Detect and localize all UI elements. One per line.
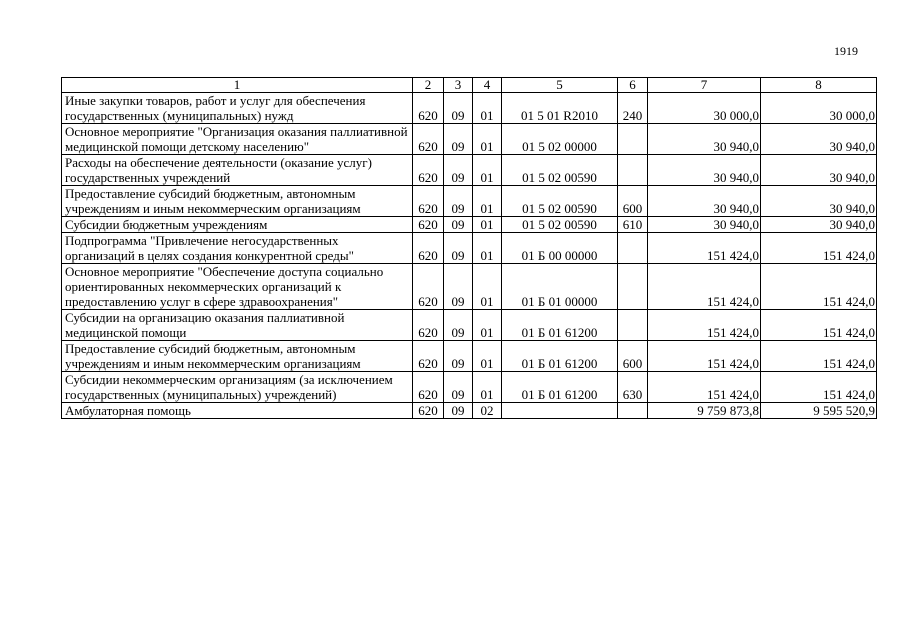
row-name-cell: Основное мероприятие "Организация оказания паллиативной медицинской помощи детскому населению"	[62, 124, 413, 155]
header-cell: 4	[473, 78, 502, 93]
header-cell: 3	[444, 78, 473, 93]
amount-1-cell: 151 424,0	[648, 310, 761, 341]
ved-cell: 620	[413, 93, 444, 124]
amount-1-cell: 9 759 873,8	[648, 403, 761, 419]
expense-type-cell	[618, 124, 648, 155]
ved-cell: 620	[413, 341, 444, 372]
section-cell: 09	[444, 186, 473, 217]
ved-cell: 620	[413, 233, 444, 264]
header-cell: 1	[62, 78, 413, 93]
section-cell: 09	[444, 217, 473, 233]
row-name-cell: Субсидии на организацию оказания паллиативной медицинской помощи	[62, 310, 413, 341]
expense-type-cell	[618, 310, 648, 341]
page-number: 1919	[834, 44, 858, 58]
amount-1-cell: 151 424,0	[648, 264, 761, 310]
ved-cell: 620	[413, 186, 444, 217]
expense-type-cell: 600	[618, 341, 648, 372]
table-row	[62, 124, 877, 155]
table-row	[62, 264, 877, 310]
amount-2-cell: 30 940,0	[761, 217, 877, 233]
amount-2-cell: 9 595 520,9	[761, 403, 877, 419]
section-cell: 09	[444, 372, 473, 403]
subsection-cell: 01	[473, 310, 502, 341]
ved-cell: 620	[413, 372, 444, 403]
amount-2-cell: 30 940,0	[761, 155, 877, 186]
expense-type-cell	[618, 264, 648, 310]
amount-2-cell: 30 940,0	[761, 186, 877, 217]
amount-2-cell: 151 424,0	[761, 341, 877, 372]
header-cell: 8	[761, 78, 877, 93]
table-row	[62, 233, 877, 264]
table-row	[62, 186, 877, 217]
amount-1-cell: 151 424,0	[648, 372, 761, 403]
ved-cell: 620	[413, 124, 444, 155]
target-article-cell: 01 Б 00 00000	[502, 233, 618, 264]
row-name-cell: Иные закупки товаров, работ и услуг для обеспечения государственных (муниципальных) нужд	[62, 93, 413, 124]
amount-2-cell: 151 424,0	[761, 233, 877, 264]
amount-2-cell: 30 000,0	[761, 93, 877, 124]
section-cell: 09	[444, 403, 473, 419]
ved-cell: 620	[413, 217, 444, 233]
section-cell: 09	[444, 310, 473, 341]
target-article-cell	[502, 403, 618, 419]
ved-cell: 620	[413, 403, 444, 419]
ved-cell: 620	[413, 155, 444, 186]
target-article-cell: 01 Б 01 61200	[502, 341, 618, 372]
expense-type-cell	[618, 403, 648, 419]
subsection-cell: 01	[473, 93, 502, 124]
target-article-cell: 01 5 02 00000	[502, 124, 618, 155]
amount-1-cell: 30 940,0	[648, 155, 761, 186]
row-name-cell: Расходы на обеспечение деятельности (оказание услуг) государственных учреждений	[62, 155, 413, 186]
target-article-cell: 01 5 01 R2010	[502, 93, 618, 124]
ved-cell: 620	[413, 310, 444, 341]
amount-1-cell: 30 940,0	[648, 186, 761, 217]
amount-1-cell: 30 940,0	[648, 217, 761, 233]
header-cell: 7	[648, 78, 761, 93]
table-row	[62, 217, 877, 233]
target-article-cell: 01 Б 01 61200	[502, 310, 618, 341]
amount-2-cell: 151 424,0	[761, 264, 877, 310]
subsection-cell: 01	[473, 217, 502, 233]
expense-type-cell	[618, 155, 648, 186]
row-name-cell: Субсидии бюджетным учреждениям	[62, 217, 413, 233]
row-name-cell: Предоставление субсидий бюджетным, автономным учреждениям и иным некоммерческим организациям	[62, 341, 413, 372]
ved-cell: 620	[413, 264, 444, 310]
row-name-cell: Основное мероприятие "Обеспечение доступа социально ориентированных некоммерческих организаций к предоставлению услуг в сфере здравоохранения"	[62, 264, 413, 310]
table-row	[62, 403, 877, 419]
subsection-cell: 01	[473, 372, 502, 403]
target-article-cell: 01 Б 01 00000	[502, 264, 618, 310]
row-name-cell: Подпрограмма "Привлечение негосударственных организаций в целях создания конкурентной среды"	[62, 233, 413, 264]
table-row	[62, 372, 877, 403]
row-name-cell: Амбулаторная помощь	[62, 403, 413, 419]
section-cell: 09	[444, 93, 473, 124]
expense-type-cell: 240	[618, 93, 648, 124]
amount-2-cell: 151 424,0	[761, 372, 877, 403]
section-cell: 09	[444, 124, 473, 155]
subsection-cell: 01	[473, 264, 502, 310]
section-cell: 09	[444, 155, 473, 186]
header-row	[62, 78, 877, 93]
header-cell: 5	[502, 78, 618, 93]
subsection-cell: 01	[473, 341, 502, 372]
table-row	[62, 341, 877, 372]
row-name-cell: Субсидии некоммерческим организациям (за исключением государственных (муниципальных) учреждений)	[62, 372, 413, 403]
amount-2-cell: 151 424,0	[761, 310, 877, 341]
section-cell: 09	[444, 264, 473, 310]
amount-1-cell: 151 424,0	[648, 233, 761, 264]
table-row	[62, 93, 877, 124]
amount-1-cell: 151 424,0	[648, 341, 761, 372]
expense-type-cell: 600	[618, 186, 648, 217]
expense-type-cell	[618, 233, 648, 264]
subsection-cell: 01	[473, 155, 502, 186]
target-article-cell: 01 5 02 00590	[502, 186, 618, 217]
amount-2-cell: 30 940,0	[761, 124, 877, 155]
amount-1-cell: 30 940,0	[648, 124, 761, 155]
table-row	[62, 155, 877, 186]
target-article-cell: 01 5 02 00590	[502, 155, 618, 186]
subsection-cell: 01	[473, 124, 502, 155]
target-article-cell: 01 Б 01 61200	[502, 372, 618, 403]
section-cell: 09	[444, 233, 473, 264]
table-body	[62, 78, 877, 419]
table-row	[62, 310, 877, 341]
subsection-cell: 01	[473, 233, 502, 264]
expense-type-cell: 610	[618, 217, 648, 233]
header-cell: 6	[618, 78, 648, 93]
expense-type-cell: 630	[618, 372, 648, 403]
amount-1-cell: 30 000,0	[648, 93, 761, 124]
subsection-cell: 02	[473, 403, 502, 419]
budget-table	[61, 77, 877, 419]
header-cell: 2	[413, 78, 444, 93]
section-cell: 09	[444, 341, 473, 372]
row-name-cell: Предоставление субсидий бюджетным, автономным учреждениям и иным некоммерческим организациям	[62, 186, 413, 217]
subsection-cell: 01	[473, 186, 502, 217]
target-article-cell: 01 5 02 00590	[502, 217, 618, 233]
